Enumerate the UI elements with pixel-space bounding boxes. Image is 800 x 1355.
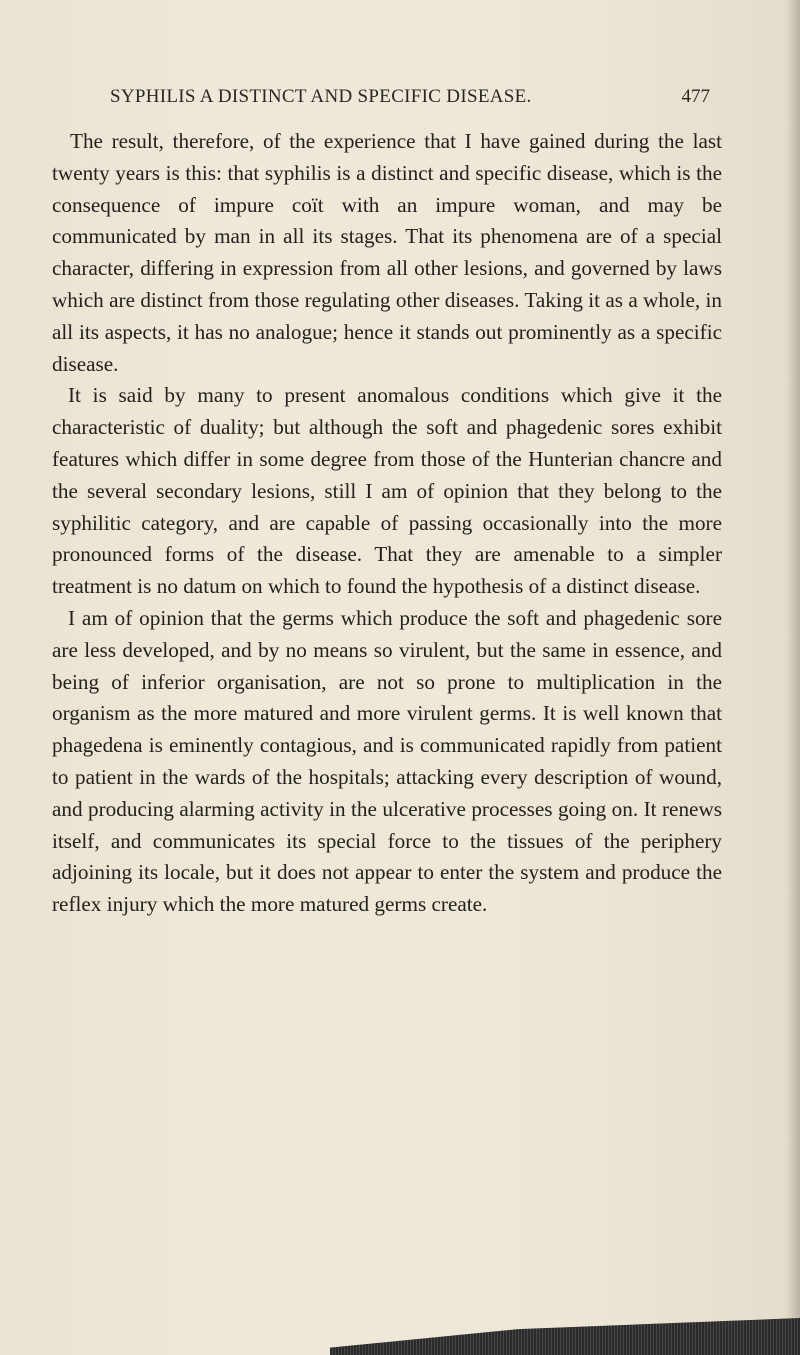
paragraph-2: It is said by many to present anomalous conditions which give it the characteristic of duality; but although the soft and phagedenic sores exhibit features which differ in some degree from those of the Hunterian chancre and the several secondary lesions, still I am of opinion that they belong to the syphilitic category, and are capable of passing occasionally into the more pronounced forms of the disease. That they are amenable to a simpler treatment is no datum on which to found the hypothesis of a distinct disease. [52,383,722,599]
paragraph-1: The result, therefore, of the experience that I have gained during the last twenty years is this: that syphilis is a distinct and specific disease, which is the consequence of impure coït with an impure woman, and may be communicated by man in all its stages. That its phenomena are of a special character, differing in expression from all other lesions, and governed by laws which are distinct from those regulating other diseases. Taking it as a whole, in all its aspects, it has no analogue; hence it stands out prominently as a specific disease. [52,129,722,376]
scan-edge-band [330,1318,800,1355]
paragraph-3: I am of opinion that the germs which produce the soft and phagedenic sore are less developed, and by no means so virulent, but the same in essence, and being of inferior organisation, are not so prone to multiplication in the organism as the more matured and more virulent germs. It is well known that phagedena is eminently contagious, and is communicated rapidly from patient to patient in the wards of the hospitals; attacking every description of wound, and producing alarming activity in the ulcerative processes going on. It renews itself, and communicates its special force to the tissues of the periphery adjoining its locale, but it does not appear to enter the system and produce the reflex injury which the more matured germs create. [52,605,722,917]
page-edge-shadow [786,0,800,1355]
running-title: SYPHILIS A DISTINCT AND SPECIFIC DISEASE. [110,86,532,107]
page-number: 477 [681,86,710,107]
running-head [110,86,710,116]
body-text [52,126,722,921]
